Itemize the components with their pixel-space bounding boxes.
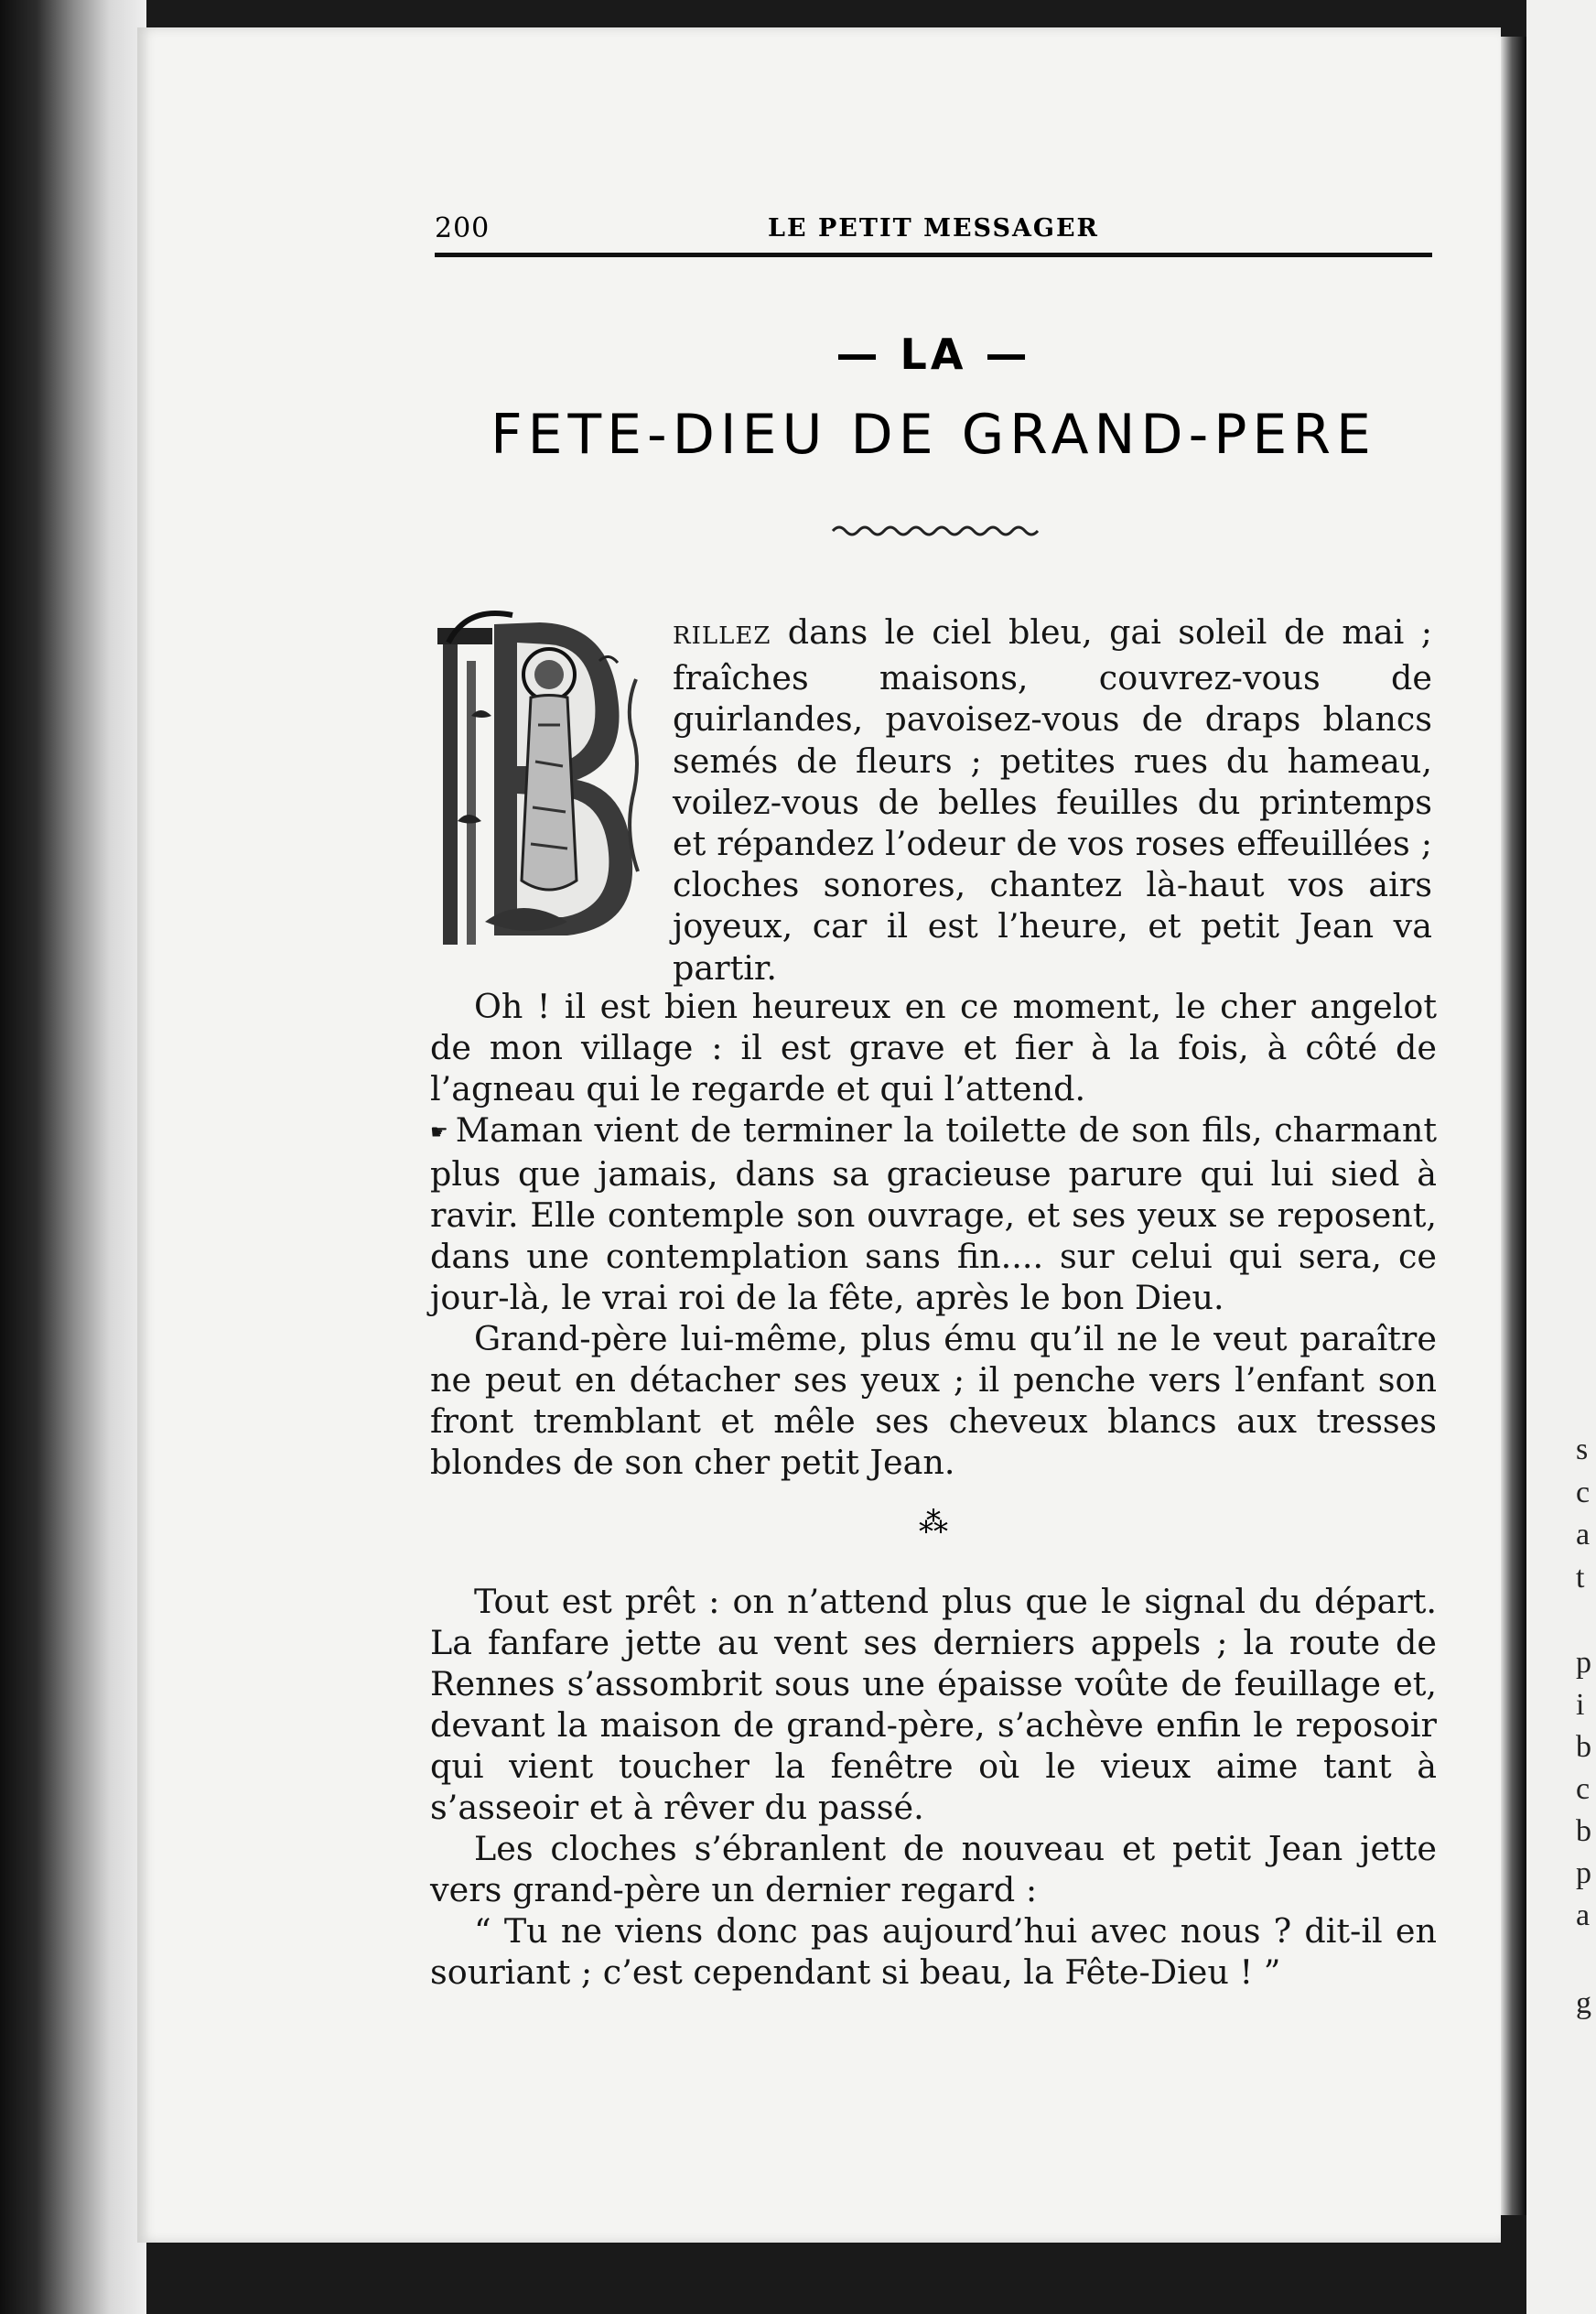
running-head (435, 212, 1432, 257)
facing-page-fragment: b (1576, 1730, 1591, 1764)
facing-page-fragment: a (1576, 1518, 1591, 1552)
illuminated-initial-icon (430, 606, 657, 952)
facing-page-edge (1526, 0, 1596, 2314)
facing-page-fragment: s (1576, 1433, 1589, 1466)
running-title: LE PETIT MESSAGER (768, 214, 1099, 243)
wavy-rule-ornament (828, 517, 1039, 545)
book-gutter (1501, 37, 1526, 2215)
paragraph: Grand-père lui-même, plus ému qu’il ne le veut paraître ne peut en détacher ses yeux ; il penche vers l’enfant son front tremblant et mêle ses cheveux blancs aux tresses blondes de son cher petit Jean. (430, 1319, 1437, 1482)
book-edge-left (0, 0, 146, 2314)
paragraph: “ Tu ne viens donc pas aujourd’hui avec nous ? dit-il en souriant ; c’est cependant si beau, la Fête-Dieu ! ” (430, 1911, 1437, 1992)
paragraph-with-hand (430, 1109, 1437, 1318)
drop-cap-lead-text: RILLEZ (673, 622, 771, 650)
body-section-2 (430, 1581, 1437, 1993)
facing-page-fragment: p (1576, 1646, 1591, 1680)
facing-page-fragment: a (1576, 1898, 1591, 1932)
paragraph: Oh ! il est bien heureux en ce moment, le cher angelot de mon village : il est grave et fier à la fois, à côté de l’agneau qui le regarde et qui l’attend. (430, 987, 1437, 1108)
facing-page-fragment: c (1576, 1476, 1591, 1509)
drop-cap-paragraph-text: dans le ciel bleu, gai soleil de mai ; fraîches maisons, couvrez-vous de guirlandes, pavoisez-vous de draps blancs semés de fleurs ; petites rues du hameau, voilez-vous de belles feuilles du printemps et répandez l’odeur de vos roses effeuillées ; cloches sonores, chantez là-haut vos airs joyeux, car il est l’heure, et petit Jean va partir. (673, 612, 1432, 988)
facing-page-fragment: i (1576, 1688, 1585, 1722)
article-title-kicker: — LA — (836, 330, 1031, 379)
article-title: FETE-DIEU DE GRAND-PERE (491, 403, 1376, 467)
page-number: 200 (435, 212, 491, 244)
facing-page-fragment: c (1576, 1772, 1591, 1806)
body-section-1 (430, 986, 1437, 1483)
drop-cap-paragraph (673, 611, 1432, 989)
facing-page-fragment: g (1576, 1986, 1591, 2020)
facing-page-fragment: b (1576, 1814, 1591, 1848)
hand-pointer-icon: ☛ (430, 1121, 448, 1144)
paragraph: Tout est prêt : on n’attend plus que le signal du départ. La fanfare jette au vent ses derniers appels ; la route de Rennes s’assombrit sous une épaisse voûte de feuillage et, devant la maison de grand-père, s’achève enfin le reposoir qui vient toucher la fenêtre où le vieux aime tant à s’asseoir et à rêver du passé. (430, 1582, 1437, 1827)
paragraph: Les cloches s’ébranlent de nouveau et petit Jean jette vers grand-père un dernier regard : (430, 1829, 1437, 1909)
paragraph-text: Maman vient de terminer la toilette de son fils, charmant plus que jamais, dans sa gracieuse parure qui lui sied à ravir. Elle contemple son ouvrage, et ses yeux se reposent, dans une contemplation sans fin.... sur celui qui sera, ce jour-là, le vrai roi de la fête, après le bon Dieu. (430, 1110, 1437, 1317)
facing-page-fragment: p (1576, 1856, 1591, 1890)
facing-page-fragment: t (1576, 1561, 1585, 1595)
asterism-divider: ⁂ (919, 1505, 948, 1540)
